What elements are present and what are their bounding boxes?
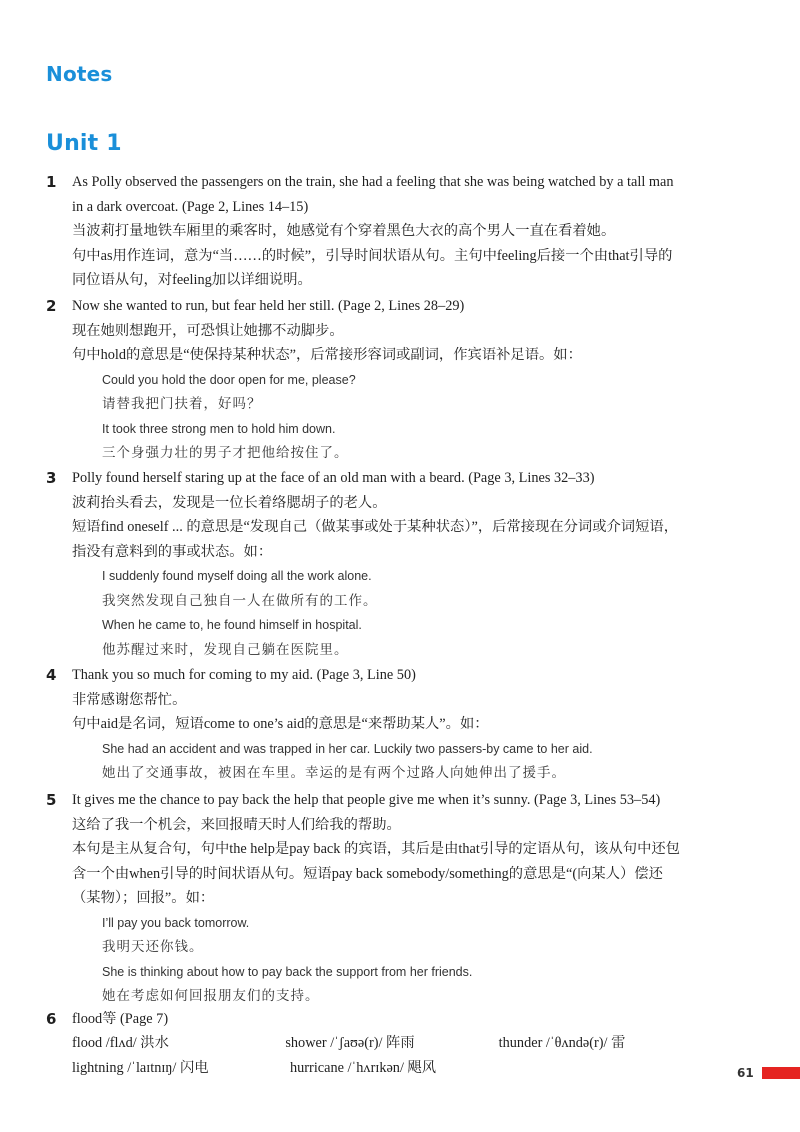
page-number: 61 (737, 1066, 754, 1080)
note-explanation: 句中as用作连词，意为“当……的时候”，引导时间状语从句。主句中feeling后接一个由that引导的 (72, 247, 673, 264)
note-text: Thank you so much for coming to my aid. (Page 3, Line 50) (72, 667, 416, 683)
note-translation: 波莉抬头看去，发现是一位长着络腮胡子的老人。 (72, 494, 387, 511)
note-translation: 这给了我一个机会，来回报晴天时人们给我的帮助。 (72, 816, 401, 833)
vocabulary-item: thunder /ˈθʌndə(r)/ 雷 (498, 1035, 626, 1051)
note-explanation: 句中aid是名词，短语come to one’s aid的意思是“来帮助某人”。如： (72, 716, 489, 732)
vocabulary-item: shower /ˈʃaʊə(r)/ 阵雨 (285, 1035, 415, 1051)
example-zh: 三个身强力壮的男子才把他给按住了。 (102, 445, 349, 460)
example-en: It took three strong men to hold him down. (102, 421, 336, 436)
note-3 (46, 466, 756, 662)
note-number: 3 (46, 469, 57, 487)
example-zh: 请替我把门扶着，好吗？ (102, 396, 262, 411)
example-zh: 我突然发现自己独自一人在做所有的工作。 (102, 592, 378, 608)
example-zh: 他苏醒过来时，发现自己躺在医院里。 (102, 641, 349, 657)
example-en: Could you hold the door open for me, please? (102, 372, 356, 387)
note-text: Now she wanted to run, but fear held her still. (Page 2, Lines 28–29) (72, 298, 465, 314)
unit-heading: Unit 1 (46, 131, 122, 156)
note-translation: 非常感谢您帮忙。 (72, 691, 187, 708)
vocabulary-row (72, 1031, 712, 1056)
note-explanation: 含一个由when引导的时间状语从句。短语pay back somebody/something的意思是“(向某人）偿还 (72, 865, 663, 882)
note-2 (46, 294, 756, 466)
note-number: 1 (46, 173, 57, 191)
example-zh: 她出了交通事故，被困在车里。幸运的是有两个过路人向她伸出了援手。 (102, 765, 566, 780)
vocabulary-row (72, 1056, 712, 1081)
note-explanation: 指没有意料到的事或状态。如： (72, 543, 273, 560)
example-en: She had an accident and was trapped in her car. Luckily two passers-by came to her aid. (102, 741, 593, 756)
note-6 (46, 1007, 756, 1032)
note-explanation: 短语find oneself ... 的意思是“发现自己（做某事或处于某种状态）”，后常接现在分词或介词短语， (72, 519, 678, 535)
note-number: 4 (46, 666, 57, 684)
note-text: in a dark overcoat. (Page 2, Lines 14–15) (72, 198, 309, 215)
page-number-bar (762, 1067, 800, 1079)
note-5 (46, 788, 756, 1009)
vocabulary-item: hurricane /ˈhʌrɪkən/ 飓风 (290, 1060, 437, 1076)
note-explanation: 句中hold的意思是“使保持某种状态”，后常接形容词或副词，作宾语补足语。如： (72, 347, 582, 363)
note-text: flood等 (Page 7) (72, 1011, 169, 1027)
note-translation: 当波莉打量地铁车厢里的乘客时，她感觉有个穿着黑色大衣的高个男人一直在看着她。 (72, 223, 616, 239)
note-translation: 现在她则想跑开，可恐惧让她挪不动脚步。 (72, 322, 344, 339)
vocabulary-item: lightning /ˈlaɪtnɪŋ/ 闪电 (72, 1060, 209, 1076)
note-1 (46, 170, 756, 293)
note-number: 2 (46, 297, 57, 315)
note-number: 6 (46, 1010, 57, 1028)
example-en: She is thinking about how to pay back the support from her friends. (102, 964, 473, 979)
note-number: 5 (46, 791, 57, 809)
note-text: It gives me the chance to pay back the help that people give me when it’s sunny. (Page 3, Lines 53–54) (72, 792, 661, 808)
example-en: When he came to, he found himself in hospital. (102, 618, 362, 632)
note-explanation: 本句是主从复合句，句中the help是pay back 的宾语，其后是由that引导的定语从句，该从句中还包 (72, 841, 680, 857)
page-title: Notes (46, 62, 113, 86)
vocabulary-item: flood /flʌd/ 洪水 (72, 1035, 169, 1051)
example-en: I suddenly found myself doing all the work alone. (102, 569, 372, 583)
example-zh: 她在考虑如何回报朋友们的支持。 (102, 988, 320, 1003)
vocabulary-table (72, 1031, 712, 1081)
note-text: Polly found herself staring up at the face of an old man with a beard. (Page 3, Lines 32–33) (72, 470, 595, 486)
example-en: I’ll pay you back tomorrow. (102, 915, 250, 930)
note-4 (46, 663, 756, 786)
note-explanation: 同位语从句，对feeling加以详细说明。 (72, 272, 312, 288)
note-explanation: （某物）；回报”。如： (72, 890, 215, 906)
note-text: As Polly observed the passengers on the train, she had a feeling that she was being watched by a tall man (72, 174, 674, 190)
example-zh: 我明天还你钱。 (102, 939, 204, 954)
